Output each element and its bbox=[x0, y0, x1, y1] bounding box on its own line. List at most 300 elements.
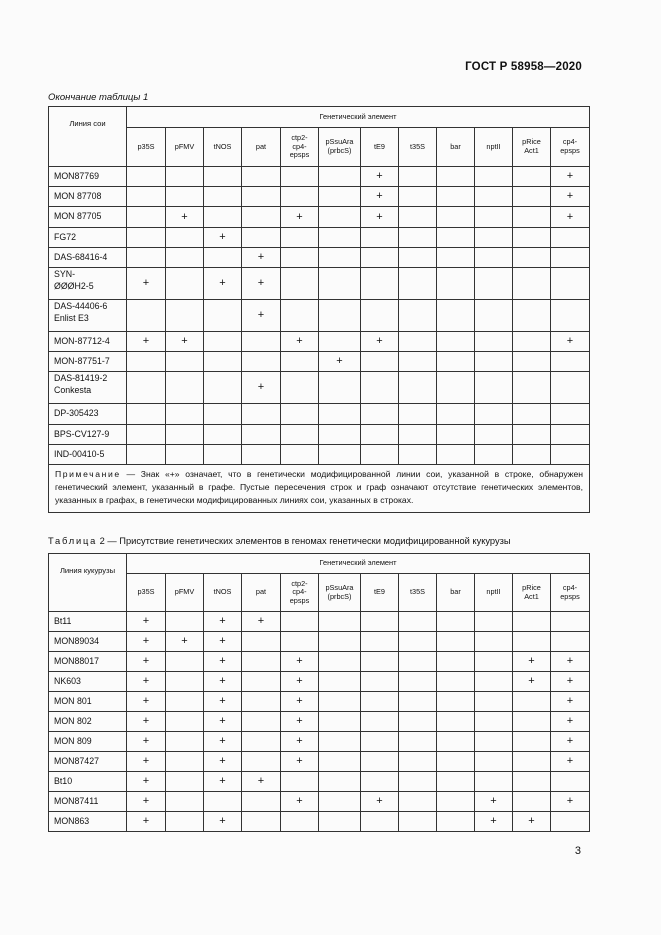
genetic-element-header: Генетический элемент bbox=[127, 554, 590, 574]
presence-cell bbox=[475, 207, 513, 228]
presence-cell bbox=[281, 425, 319, 445]
presence-cell bbox=[399, 692, 437, 712]
presence-cell bbox=[281, 404, 319, 425]
presence-cell bbox=[437, 672, 475, 692]
table-row bbox=[49, 712, 590, 732]
presence-cell: + bbox=[204, 732, 242, 752]
presence-cell: + bbox=[551, 792, 590, 812]
presence-cell bbox=[127, 425, 166, 445]
presence-cell bbox=[513, 712, 551, 732]
presence-cell: + bbox=[166, 332, 204, 352]
presence-cell bbox=[242, 752, 281, 772]
presence-cell bbox=[513, 632, 551, 652]
presence-cell: + bbox=[127, 332, 166, 352]
presence-cell bbox=[281, 248, 319, 268]
genetic-element-header: Генетический элемент bbox=[127, 107, 590, 128]
element-header: pRice Act1 bbox=[513, 574, 551, 612]
presence-cell bbox=[361, 652, 399, 672]
presence-cell bbox=[166, 248, 204, 268]
table-row bbox=[49, 772, 590, 792]
presence-cell: + bbox=[551, 692, 590, 712]
table-row bbox=[49, 445, 590, 465]
presence-cell bbox=[319, 445, 361, 465]
presence-cell bbox=[437, 712, 475, 732]
element-header: ctp2- cp4- epsps bbox=[281, 128, 319, 167]
element-header: p35S bbox=[127, 574, 166, 612]
presence-cell bbox=[475, 372, 513, 404]
element-header: t35S bbox=[399, 128, 437, 167]
table-row bbox=[49, 612, 590, 632]
presence-cell bbox=[319, 612, 361, 632]
presence-cell bbox=[319, 652, 361, 672]
presence-cell: + bbox=[361, 207, 399, 228]
presence-cell: + bbox=[281, 752, 319, 772]
presence-cell bbox=[242, 187, 281, 207]
line-name-cell: DAS-81419-2 Conkesta bbox=[49, 372, 127, 404]
table-row bbox=[49, 792, 590, 812]
presence-cell bbox=[475, 404, 513, 425]
element-header: tNOS bbox=[204, 128, 242, 167]
table-row bbox=[49, 207, 590, 228]
presence-cell bbox=[399, 712, 437, 732]
table-row bbox=[49, 692, 590, 712]
presence-cell bbox=[551, 812, 590, 832]
presence-cell bbox=[166, 167, 204, 187]
presence-cell bbox=[319, 300, 361, 332]
presence-cell bbox=[437, 812, 475, 832]
presence-cell bbox=[361, 300, 399, 332]
presence-cell bbox=[361, 425, 399, 445]
presence-cell bbox=[475, 692, 513, 712]
presence-cell bbox=[319, 372, 361, 404]
presence-cell bbox=[399, 672, 437, 692]
presence-cell: + bbox=[127, 812, 166, 832]
presence-cell bbox=[399, 268, 437, 300]
presence-cell bbox=[437, 632, 475, 652]
presence-cell bbox=[475, 228, 513, 248]
presence-cell bbox=[399, 445, 437, 465]
presence-cell bbox=[319, 792, 361, 812]
presence-cell bbox=[242, 672, 281, 692]
presence-cell bbox=[361, 712, 399, 732]
presence-cell bbox=[513, 187, 551, 207]
presence-cell bbox=[319, 752, 361, 772]
presence-cell bbox=[281, 268, 319, 300]
presence-cell bbox=[437, 228, 475, 248]
presence-cell bbox=[399, 187, 437, 207]
presence-cell bbox=[513, 425, 551, 445]
table-row bbox=[49, 672, 590, 692]
line-name-cell: MON87769 bbox=[49, 167, 127, 187]
presence-cell bbox=[513, 445, 551, 465]
presence-cell: + bbox=[242, 372, 281, 404]
presence-cell bbox=[127, 167, 166, 187]
presence-cell bbox=[513, 752, 551, 772]
presence-cell bbox=[319, 692, 361, 712]
presence-cell: + bbox=[242, 300, 281, 332]
presence-cell bbox=[166, 812, 204, 832]
document-code: ГОСТ Р 58958—2020 bbox=[465, 61, 582, 73]
presence-cell: + bbox=[281, 672, 319, 692]
presence-cell bbox=[551, 352, 590, 372]
presence-cell bbox=[399, 207, 437, 228]
presence-cell bbox=[399, 352, 437, 372]
presence-cell: + bbox=[475, 792, 513, 812]
presence-cell: + bbox=[281, 332, 319, 352]
presence-cell bbox=[513, 207, 551, 228]
table1-caption: Окончание таблицы 1 bbox=[48, 92, 149, 103]
presence-cell: + bbox=[204, 812, 242, 832]
table-row bbox=[49, 752, 590, 772]
presence-cell bbox=[513, 248, 551, 268]
line-name-cell: DP-305423 bbox=[49, 404, 127, 425]
element-header: p35S bbox=[127, 128, 166, 167]
line-name-cell: MON 87708 bbox=[49, 187, 127, 207]
presence-cell: + bbox=[127, 772, 166, 792]
presence-cell bbox=[361, 248, 399, 268]
presence-cell bbox=[242, 632, 281, 652]
presence-cell bbox=[361, 732, 399, 752]
line-name-cell: MON863 bbox=[49, 812, 127, 832]
presence-cell bbox=[281, 228, 319, 248]
presence-cell bbox=[361, 228, 399, 248]
line-name-cell: MON 802 bbox=[49, 712, 127, 732]
presence-cell: + bbox=[127, 732, 166, 752]
line-name-cell: MON88017 bbox=[49, 652, 127, 672]
presence-cell bbox=[475, 332, 513, 352]
table-row bbox=[49, 404, 590, 425]
presence-cell bbox=[361, 812, 399, 832]
presence-cell bbox=[166, 692, 204, 712]
presence-cell: + bbox=[204, 672, 242, 692]
presence-cell bbox=[437, 732, 475, 752]
presence-cell bbox=[281, 812, 319, 832]
presence-cell bbox=[513, 772, 551, 792]
presence-cell bbox=[437, 404, 475, 425]
presence-cell bbox=[127, 248, 166, 268]
presence-cell: + bbox=[281, 792, 319, 812]
presence-cell bbox=[319, 228, 361, 248]
element-header: nptII bbox=[475, 128, 513, 167]
presence-cell bbox=[319, 772, 361, 792]
line-name-cell: MON-87712-4 bbox=[49, 332, 127, 352]
presence-cell: + bbox=[166, 632, 204, 652]
presence-cell bbox=[166, 300, 204, 332]
presence-cell bbox=[513, 692, 551, 712]
presence-cell bbox=[319, 732, 361, 752]
presence-cell bbox=[399, 332, 437, 352]
table-row bbox=[49, 812, 590, 832]
presence-cell bbox=[242, 712, 281, 732]
presence-cell bbox=[319, 167, 361, 187]
presence-cell bbox=[281, 352, 319, 372]
presence-cell bbox=[551, 612, 590, 632]
presence-cell bbox=[475, 732, 513, 752]
presence-cell bbox=[437, 612, 475, 632]
line-name-cell: BPS-CV127-9 bbox=[49, 425, 127, 445]
presence-cell bbox=[204, 372, 242, 404]
presence-cell bbox=[437, 268, 475, 300]
presence-cell bbox=[166, 445, 204, 465]
presence-cell bbox=[399, 248, 437, 268]
presence-cell: + bbox=[281, 732, 319, 752]
presence-cell bbox=[437, 652, 475, 672]
presence-cell bbox=[127, 300, 166, 332]
element-header: ctp2- cp4- epsps bbox=[281, 574, 319, 612]
table2-caption bbox=[48, 536, 511, 546]
presence-cell bbox=[166, 732, 204, 752]
presence-cell bbox=[204, 404, 242, 425]
presence-cell bbox=[319, 672, 361, 692]
presence-cell: + bbox=[127, 268, 166, 300]
presence-cell bbox=[319, 332, 361, 352]
presence-cell bbox=[281, 300, 319, 332]
page-number: 3 bbox=[574, 845, 581, 857]
table-row bbox=[49, 187, 590, 207]
line-name-cell: DAS-44406-6 Enlist E3 bbox=[49, 300, 127, 332]
table-row bbox=[49, 228, 590, 248]
presence-cell bbox=[281, 445, 319, 465]
line-name-cell: MON 801 bbox=[49, 692, 127, 712]
presence-cell: + bbox=[551, 652, 590, 672]
element-header: pFMV bbox=[166, 128, 204, 167]
presence-cell: + bbox=[127, 612, 166, 632]
presence-cell: + bbox=[127, 652, 166, 672]
presence-cell bbox=[242, 812, 281, 832]
presence-cell bbox=[551, 372, 590, 404]
presence-cell: + bbox=[127, 672, 166, 692]
presence-cell bbox=[242, 404, 281, 425]
line-name-cell: MON-87751-7 bbox=[49, 352, 127, 372]
presence-cell bbox=[399, 612, 437, 632]
presence-cell bbox=[513, 732, 551, 752]
presence-cell bbox=[204, 207, 242, 228]
presence-cell bbox=[242, 792, 281, 812]
presence-cell bbox=[166, 372, 204, 404]
presence-cell bbox=[166, 612, 204, 632]
presence-cell bbox=[513, 332, 551, 352]
presence-cell bbox=[319, 812, 361, 832]
presence-cell bbox=[319, 632, 361, 652]
presence-cell bbox=[475, 425, 513, 445]
presence-cell bbox=[127, 352, 166, 372]
line-name-cell: MON89034 bbox=[49, 632, 127, 652]
presence-cell bbox=[361, 612, 399, 632]
presence-cell: + bbox=[204, 772, 242, 792]
presence-cell bbox=[399, 425, 437, 445]
line-column-header: Линия сои bbox=[49, 107, 127, 167]
presence-cell: + bbox=[281, 692, 319, 712]
presence-cell: + bbox=[361, 167, 399, 187]
presence-cell: + bbox=[204, 612, 242, 632]
presence-cell bbox=[281, 632, 319, 652]
presence-cell bbox=[319, 187, 361, 207]
presence-cell bbox=[361, 752, 399, 772]
presence-cell bbox=[204, 300, 242, 332]
presence-cell bbox=[399, 228, 437, 248]
element-header: tNOS bbox=[204, 574, 242, 612]
presence-cell: + bbox=[204, 652, 242, 672]
presence-cell bbox=[319, 404, 361, 425]
presence-cell bbox=[361, 672, 399, 692]
presence-cell: + bbox=[127, 752, 166, 772]
presence-cell: + bbox=[166, 207, 204, 228]
presence-cell bbox=[166, 672, 204, 692]
presence-cell: + bbox=[513, 672, 551, 692]
note-label: Примечание bbox=[55, 469, 121, 479]
presence-cell bbox=[437, 352, 475, 372]
presence-cell: + bbox=[204, 712, 242, 732]
presence-cell bbox=[475, 445, 513, 465]
presence-cell: + bbox=[281, 652, 319, 672]
presence-cell bbox=[399, 752, 437, 772]
presence-cell: + bbox=[204, 228, 242, 248]
presence-cell bbox=[513, 167, 551, 187]
presence-cell bbox=[319, 207, 361, 228]
element-header: bar bbox=[437, 128, 475, 167]
presence-cell: + bbox=[551, 712, 590, 732]
presence-cell bbox=[437, 187, 475, 207]
presence-cell: + bbox=[204, 752, 242, 772]
presence-cell bbox=[475, 612, 513, 632]
presence-cell: + bbox=[361, 792, 399, 812]
presence-cell: + bbox=[127, 792, 166, 812]
presence-cell bbox=[551, 228, 590, 248]
presence-cell bbox=[513, 792, 551, 812]
presence-cell bbox=[361, 372, 399, 404]
line-name-cell: DAS-68416-4 bbox=[49, 248, 127, 268]
presence-cell bbox=[166, 792, 204, 812]
presence-cell bbox=[242, 332, 281, 352]
line-name-cell: MON 809 bbox=[49, 732, 127, 752]
presence-cell: + bbox=[319, 352, 361, 372]
presence-cell bbox=[127, 207, 166, 228]
presence-cell bbox=[242, 167, 281, 187]
presence-cell bbox=[513, 612, 551, 632]
presence-cell bbox=[242, 352, 281, 372]
presence-cell: + bbox=[242, 612, 281, 632]
element-header: pFMV bbox=[166, 574, 204, 612]
presence-cell: + bbox=[513, 652, 551, 672]
presence-cell bbox=[319, 712, 361, 732]
presence-cell bbox=[437, 332, 475, 352]
table2-caption-number: 2 bbox=[99, 536, 105, 546]
presence-cell bbox=[127, 228, 166, 248]
table-row bbox=[49, 167, 590, 187]
presence-cell bbox=[475, 652, 513, 672]
presence-cell bbox=[437, 248, 475, 268]
presence-cell bbox=[513, 228, 551, 248]
element-header: t35S bbox=[399, 574, 437, 612]
line-name-cell: IND-00410-5 bbox=[49, 445, 127, 465]
presence-cell: + bbox=[127, 712, 166, 732]
line-name-cell: FG72 bbox=[49, 228, 127, 248]
presence-cell: + bbox=[242, 248, 281, 268]
presence-cell: + bbox=[361, 332, 399, 352]
presence-cell bbox=[281, 612, 319, 632]
presence-cell bbox=[242, 692, 281, 712]
presence-cell: + bbox=[127, 632, 166, 652]
presence-cell bbox=[399, 167, 437, 187]
presence-cell bbox=[361, 692, 399, 712]
presence-cell bbox=[551, 248, 590, 268]
presence-cell bbox=[281, 372, 319, 404]
presence-cell bbox=[475, 300, 513, 332]
presence-cell bbox=[437, 772, 475, 792]
table-row bbox=[49, 268, 590, 300]
element-header: pat bbox=[242, 574, 281, 612]
presence-cell bbox=[513, 352, 551, 372]
presence-cell: + bbox=[475, 812, 513, 832]
presence-cell bbox=[551, 268, 590, 300]
presence-cell bbox=[242, 732, 281, 752]
presence-cell: + bbox=[204, 268, 242, 300]
presence-cell bbox=[513, 404, 551, 425]
presence-cell bbox=[437, 300, 475, 332]
presence-cell bbox=[204, 187, 242, 207]
presence-cell bbox=[437, 792, 475, 812]
presence-cell: + bbox=[551, 187, 590, 207]
presence-cell bbox=[551, 425, 590, 445]
presence-cell: + bbox=[551, 207, 590, 228]
presence-cell: + bbox=[551, 332, 590, 352]
presence-cell: + bbox=[513, 812, 551, 832]
presence-cell bbox=[242, 228, 281, 248]
note-text: — Знак «+» означает, что в генетически модифицированной линии сои, указанной в строке, обнаружен генетический элемент, указанный в графе. Пустые пересечения строк и граф означают отсутствие генетических элементов, указанных в графах, в генетически модифицированных линиях сои, указанных в строках. bbox=[55, 469, 583, 506]
table2-caption-label: Таблица bbox=[48, 536, 98, 546]
table-row bbox=[49, 732, 590, 752]
presence-cell bbox=[551, 404, 590, 425]
presence-cell: + bbox=[551, 732, 590, 752]
presence-cell bbox=[166, 228, 204, 248]
presence-cell bbox=[551, 772, 590, 792]
presence-cell: + bbox=[242, 772, 281, 792]
presence-cell bbox=[399, 652, 437, 672]
presence-cell bbox=[475, 268, 513, 300]
presence-cell: + bbox=[551, 672, 590, 692]
presence-cell bbox=[399, 404, 437, 425]
presence-cell bbox=[475, 248, 513, 268]
presence-cell bbox=[399, 300, 437, 332]
presence-cell: + bbox=[361, 187, 399, 207]
table-row bbox=[49, 352, 590, 372]
line-column-header: Линия кукурузы bbox=[49, 554, 127, 612]
presence-cell bbox=[437, 207, 475, 228]
presence-cell bbox=[204, 248, 242, 268]
presence-cell bbox=[319, 268, 361, 300]
table-row bbox=[49, 425, 590, 445]
presence-cell bbox=[361, 352, 399, 372]
element-header: pat bbox=[242, 128, 281, 167]
presence-cell bbox=[437, 372, 475, 404]
presence-cell bbox=[166, 425, 204, 445]
presence-cell bbox=[551, 632, 590, 652]
presence-cell bbox=[475, 752, 513, 772]
presence-cell: + bbox=[204, 692, 242, 712]
presence-cell bbox=[475, 712, 513, 732]
presence-cell bbox=[166, 652, 204, 672]
presence-cell bbox=[475, 772, 513, 792]
presence-cell bbox=[399, 772, 437, 792]
presence-cell bbox=[437, 752, 475, 772]
element-header: pRice Act1 bbox=[513, 128, 551, 167]
presence-cell bbox=[281, 187, 319, 207]
presence-cell bbox=[319, 248, 361, 268]
element-header: pSsuAra (prbcS) bbox=[319, 128, 361, 167]
presence-cell bbox=[242, 207, 281, 228]
presence-cell bbox=[281, 167, 319, 187]
element-header: cp4- epsps bbox=[551, 574, 590, 612]
